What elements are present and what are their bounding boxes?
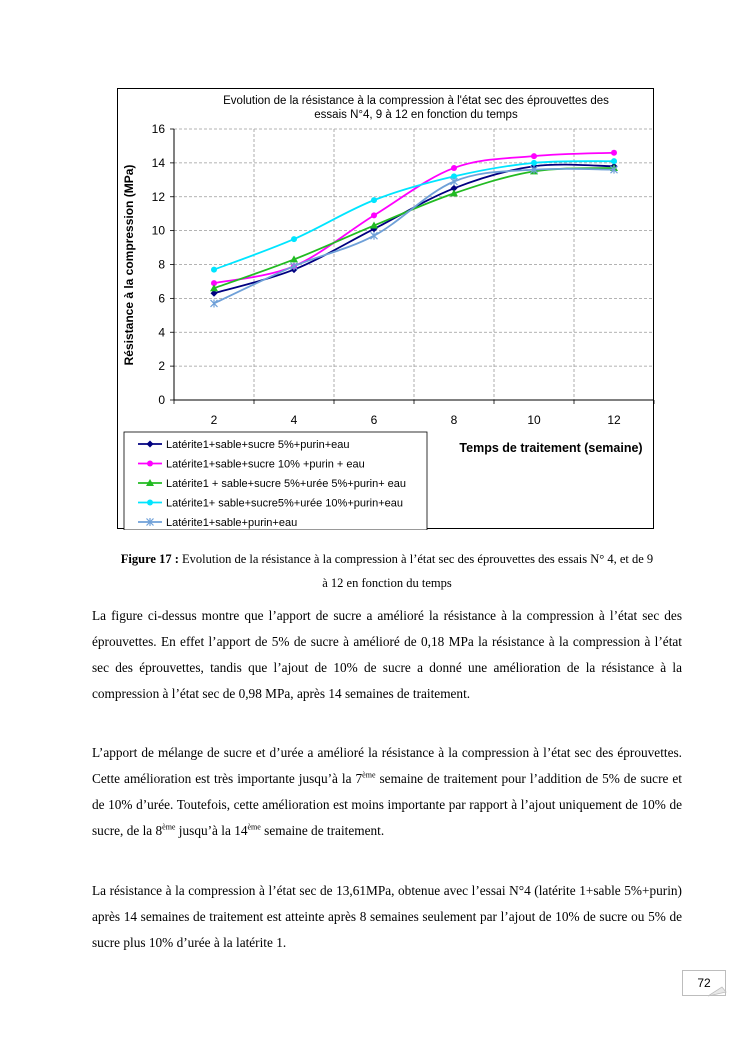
- data-point: [531, 160, 537, 166]
- y-tick-label: 12: [151, 189, 165, 204]
- paragraph-2-part-d: semaine de traitement.: [260, 823, 385, 838]
- data-point: [211, 299, 218, 307]
- figure-caption-text: Evolution de la résistance à la compression à l’état sec des éprouvettes des essais N° 4, et de 9: [178, 552, 654, 566]
- data-point: [611, 150, 617, 156]
- series-line: [214, 165, 614, 294]
- paragraph-1: La figure ci-dessus montre que l’apport de sucre a amélioré la résistance à la compression à l’état sec des éprouvettes. En effet l’apport de 5% de sucre à amélioré de 0,18 MPa la résistance à la compression à l’état sec des éprouvettes, tandis que l’ajout de 10% de sucre a donné une amélioration de la résistance à la compression à l’état sec de 0,98 MPa, après 14 semaines de traitement.: [92, 608, 682, 701]
- superscript-8eme: ème: [162, 822, 176, 832]
- legend-label: Latérite1+sable+sucre 10% +purin + eau: [166, 458, 365, 471]
- paragraph-2-part-a: L’apport de mélange de sucre et d’urée a amélioré la résistance à la compression à l’état sec des éprouvettes. Cette amélioration est très importante jusqu’à la 7: [92, 745, 682, 786]
- data-point: [371, 212, 377, 218]
- series-line: [214, 153, 614, 283]
- y-tick-label: 0: [158, 393, 165, 407]
- data-point: [531, 153, 537, 159]
- superscript-7eme: ème: [362, 770, 376, 780]
- legend-label: Latérite1+sable+sucre 5%+purin+eau: [166, 439, 350, 451]
- figure-label: Figure 17 :: [120, 552, 179, 566]
- y-tick-label: 2: [158, 359, 165, 374]
- data-point: [147, 500, 153, 506]
- data-point: [611, 158, 617, 164]
- y-tick-label: 14: [151, 155, 165, 170]
- figure-caption: [92, 547, 682, 595]
- legend-label: Latérite1 + sable+sucre 5%+urée 5%+purin+ eau: [166, 478, 407, 490]
- x-tick-label: 10: [527, 413, 541, 427]
- paragraph-2-part-c: jusqu’à la 14: [175, 823, 248, 838]
- x-tick-label: 8: [450, 413, 458, 427]
- chart-series: [210, 150, 618, 308]
- chart-title-line-1: Evolution de la résistance à la compression à l'état sec des éprouvettes des: [223, 95, 609, 107]
- y-tick-label: 6: [158, 291, 165, 306]
- y-tick-label: 16: [151, 122, 165, 136]
- chart-title-line-2: essais N°4, 9 à 12 en fonction du temps: [314, 109, 518, 121]
- y-tick-label: 4: [158, 325, 165, 340]
- page-number: 72: [682, 970, 726, 996]
- paragraph-3: La résistance à la compression à l’état sec de 13,61MPa, obtenue avec l’essai N°4 (latérite 1+sable 5%+purin) après 14 semaines de traitement est atteinte après 8 semaines seulement par l’ajout de 10% de sucre ou 5% de sucre plus 10% d’urée à la latérite 1.: [92, 883, 682, 950]
- superscript-14eme: ème: [247, 822, 261, 832]
- chart-frame: [117, 88, 654, 529]
- y-tick-label: 8: [158, 257, 165, 272]
- legend-label: Latérite1+sable+purin+eau: [166, 517, 298, 529]
- x-tick-label: 6: [370, 413, 378, 427]
- legend-label: Latérite1+ sable+sucre5%+urée 10%+purin+eau: [166, 497, 403, 510]
- data-point: [147, 461, 153, 467]
- y-axis-label: Résistance à la compression (MPa): [122, 164, 136, 366]
- figure-caption-line-2: à 12 en fonction du temps: [322, 576, 452, 590]
- data-point: [451, 178, 458, 186]
- chart-svg: [118, 89, 655, 530]
- x-tick-label: 4: [290, 413, 298, 427]
- y-tick-label: 10: [151, 223, 165, 238]
- paragraph-2: [92, 740, 682, 844]
- page-curl-icon: [708, 985, 728, 997]
- chart-legend: [124, 432, 427, 530]
- data-point: [371, 232, 378, 240]
- data-point: [291, 236, 297, 242]
- data-point: [371, 197, 377, 203]
- paragraph-2-part-b: semaine de traitement pour l’addition de 5% de sucre et de 10% d’urée. Toutefois, cette amélioration est moins importante par rapport à l’ajout uniquement de 10% de sucre, de la 8: [92, 771, 682, 838]
- x-tick-label: 2: [210, 413, 218, 427]
- data-point: [451, 165, 457, 171]
- data-point: [211, 267, 217, 273]
- x-tick-label: 12: [607, 413, 621, 427]
- x-axis-label: Temps de traitement (semaine): [459, 441, 643, 455]
